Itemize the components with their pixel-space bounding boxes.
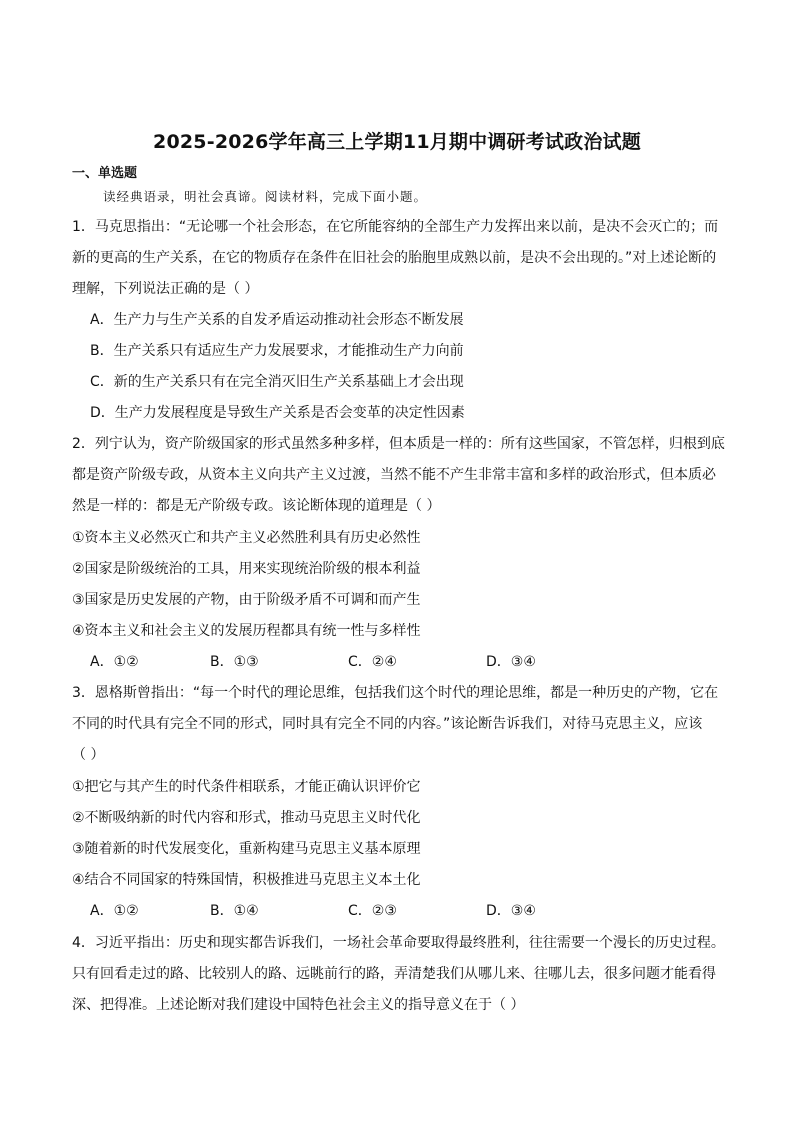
q3-stem-line: （ ） bbox=[72, 747, 105, 763]
q2-stem-line: 然是一样的：都是无产阶级专政。该论断体现的道理是（ ） bbox=[72, 498, 441, 514]
q2-choice-c: C．②④ bbox=[348, 654, 397, 670]
q3-statement-1: ①把它与其产生的时代条件相联系，才能正确认识评价它 bbox=[72, 779, 421, 795]
q1-option-c: C．新的生产关系只有在完全消灭旧生产关系基础上才会出现 bbox=[90, 374, 464, 390]
q1-stem-line: 新的更高的生产关系，在它的物质存在条件在旧社会的胎胞里成熟以前，是决不会出现的。”对上述论断的 bbox=[72, 250, 717, 266]
q2-statement-1: ①资本主义必然灭亡和共产主义必然胜利具有历史必然性 bbox=[72, 530, 421, 546]
q2-statement-2: ②国家是阶级统治的工具，用来实现统治阶级的根本利益 bbox=[72, 561, 421, 577]
q1-stem-line: 1．马克思指出：“无论哪一个社会形态，在它所能容纳的全部生产力发挥出来以前，是决不会灭亡的；而 bbox=[72, 219, 719, 235]
q3-statement-3: ③随着新的时代发展变化，重新构建马克思主义基本原理 bbox=[72, 841, 421, 857]
intro-text: 读经典语录，明社会真谛。阅读材料，完成下面小题。 bbox=[103, 189, 428, 204]
q1-option-b: B．生产关系只有适应生产力发展要求，才能推动生产力向前 bbox=[90, 343, 464, 359]
q2-stem-line: 都是资产阶级专政，从资本主义向共产主义过渡，当然不能不产生非常丰富和多样的政治形式，但本质必 bbox=[72, 467, 716, 483]
q2-choice-a: A．①② bbox=[90, 654, 139, 670]
q1-option-a: A．生产力与生产关系的自发矛盾运动推动社会形态不断发展 bbox=[90, 312, 464, 328]
q3-choice-c: C．②③ bbox=[348, 903, 397, 919]
q4-stem-line: 只有回看走过的路、比较别人的路、远眺前行的路，弄清楚我们从哪儿来、往哪儿去，很多问题才能看得 bbox=[72, 966, 716, 982]
q3-choice-a: A．①② bbox=[90, 903, 139, 919]
section-heading: 一、单选题 bbox=[72, 166, 138, 181]
q2-statement-3: ③国家是历史发展的产物，由于阶级矛盾不可调和而产生 bbox=[72, 592, 421, 608]
q4-stem-line: 4．习近平指出：历史和现实都告诉我们，一场社会革命要取得最终胜利，往往需要一个漫长的历史过程。 bbox=[72, 935, 725, 951]
q3-stem-line: 不同的时代具有完全不同的形式，同时具有完全不同的内容。”该论断告诉我们，对待马克思主义，应该 bbox=[72, 716, 703, 732]
q1-option-d: D．生产力发展程度是导致生产关系是否会变革的决定性因素 bbox=[90, 405, 465, 421]
q4-stem-line: 深、把得准。上述论断对我们建设中国特色社会主义的指导意义在于（ ） bbox=[72, 997, 525, 1013]
q3-choice-b: B．①④ bbox=[210, 903, 259, 919]
q3-stem-line: 3．恩格斯曾指出：“每一个时代的理论思维，包括我们这个时代的理论思维，都是一种历史的产物，它在 bbox=[72, 685, 719, 701]
q2-choice-d: D．③④ bbox=[486, 654, 536, 670]
q2-choice-b: B．①③ bbox=[210, 654, 259, 670]
q1-stem-line: 理解，下列说法正确的是（ ） bbox=[72, 281, 259, 297]
q2-statement-4: ④资本主义和社会主义的发展历程都具有统一性与多样性 bbox=[72, 623, 421, 639]
q3-choice-d: D．③④ bbox=[486, 903, 536, 919]
q3-statement-2: ②不断吸纳新的时代内容和形式，推动马克思主义时代化 bbox=[72, 810, 421, 826]
q3-statement-4: ④结合不同国家的特殊国情，积极推进马克思主义本土化 bbox=[72, 872, 421, 888]
q2-stem-line: 2．列宁认为，资产阶级国家的形式虽然多种多样，但本质是一样的：所有这些国家，不管怎样，归根到底 bbox=[72, 436, 725, 452]
page-title: 2025-2026学年高三上学期11月期中调研考试政治试题 bbox=[153, 131, 641, 153]
